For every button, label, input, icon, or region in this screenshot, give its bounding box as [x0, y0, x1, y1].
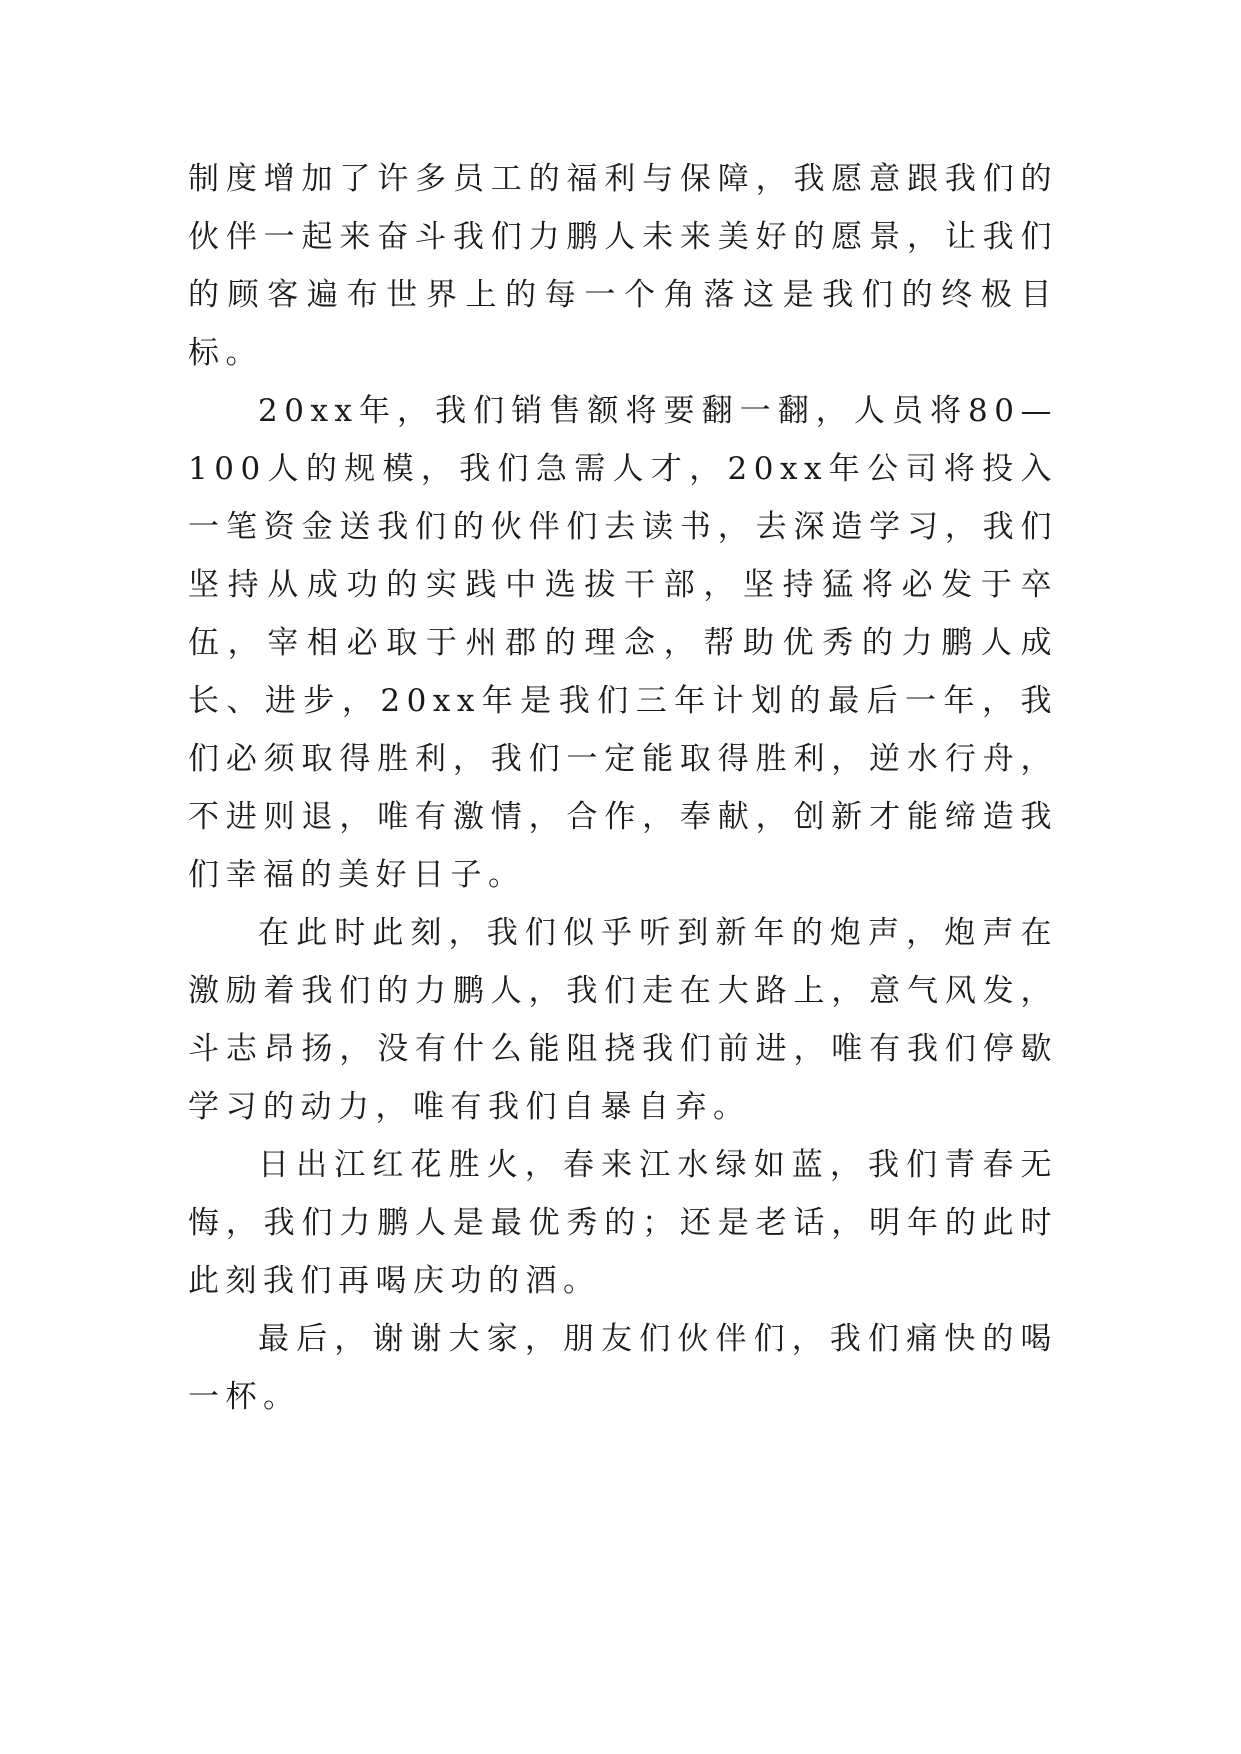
paragraph-welfare-vision: 制度增加了许多员工的福利与保障，我愿意跟我们的伙伴一起来奋斗我们力鹏人未来美好的愿景，让我们的顾客遍布世界上的每一个角落这是我们的终极目标。	[188, 161, 1058, 371]
paragraph-youth: 日出江红花胜火，春来江水绿如蓝，我们青春无悔，我们力鹏人是最优秀的；还是老话，明年的此时此刻我们再喝庆功的酒。	[188, 1147, 1058, 1299]
paragraph-new-year: 在此时此刻，我们似乎听到新年的炮声，炮声在激励着我们的力鹏人，我们走在大路上，意气风发，斗志昂扬，没有什么能阻挠我们前进，唯有我们停歇学习的动力，唯有我们自暴自弃。	[188, 915, 1058, 1125]
paragraph-closing: 最后，谢谢大家，朋友们伙伴们，我们痛快的喝一杯。	[188, 1321, 1058, 1415]
document-body	[188, 150, 1058, 1426]
paragraph-sales-plan: 20xx年，我们销售额将要翻一翻，人员将80—100人的规模，我们急需人才，20xx年公司将投入一笔资金送我们的伙伴们去读书，去深造学习，我们坚持从成功的实践中选拔干部，坚持猛将必发于卒伍，宰相必取于州郡的理念，帮助优秀的力鹏人成长、进步，20xx年是我们三年计划的最后一年，我们必须取得胜利，我们一定能取得胜利，逆水行舟，不进则退，唯有激情，合作，奉献，创新才能缔造我们幸福的美好日子。	[188, 393, 1058, 893]
